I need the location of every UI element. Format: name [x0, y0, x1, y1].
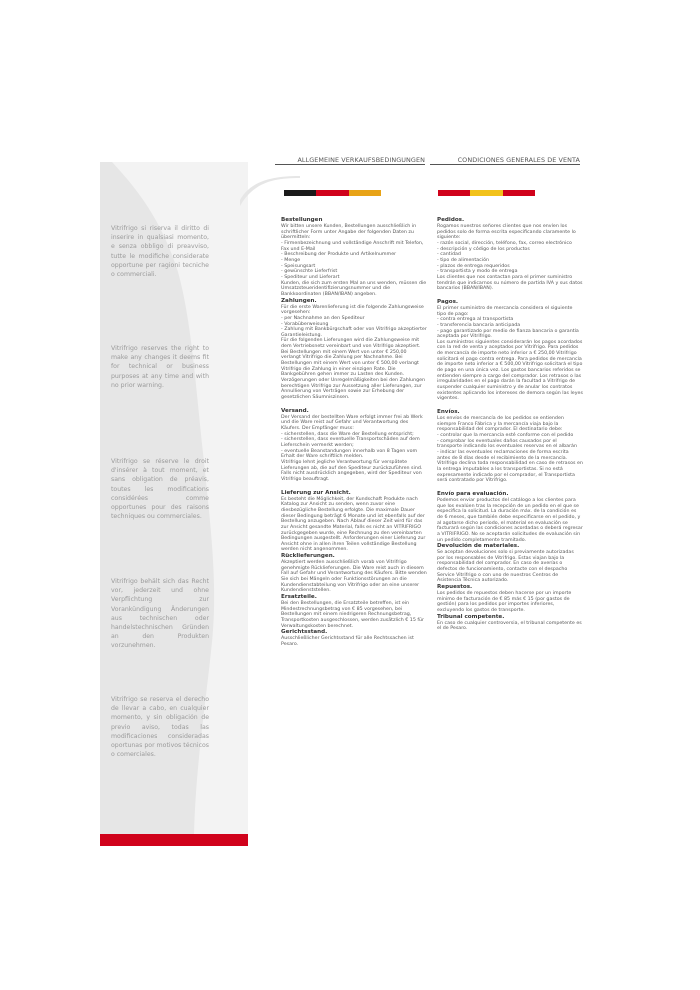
- section-title: Repuestos.: [437, 584, 473, 591]
- list-item: - transportista y modo de entrega: [437, 269, 518, 275]
- section-text: Kunden, die sich zum ersten Mal an uns wenden, müssen die Umsatzsteueridentifizierungsnummer und die Bankkoordinaten (BBAN/IBAN) angeben.: [281, 280, 427, 297]
- header-spanish: CONDICIONES GENERALES DE VENTA: [430, 156, 580, 165]
- section-text: Wir bitten unsere Kunden, Bestellungen ausschließlich in schriftlicher Form unter Angabe der folgenden Daten zu übermitteln:: [281, 224, 417, 241]
- section-text: Los suministros siguientes considerarán los pagos acordados con la red de venta y aceptados por Vitrifrigo. Para pedidos de mercancía de importe neto inferior a € 250,00 Vitrifrigo solicitará el pago contra entrega. Para pedidos de mercancía de importe neto inferior a € 500,00 Vitrifrigo solicitará el tipo de pago en una única vez. Los gastos bancarios referidos se entienden siempre a cargo del comprador. Los retrasos o las irregularidades en el pago darán la facultad a Vitrifrigo de suspender cualquier suministro y de anular los contratos existentes aplicando los intereses de demora según las leyes vigentes.: [437, 339, 583, 402]
- section-title: Zahlungen.: [281, 297, 317, 304]
- list-item: - transferencia bancaria anticipada: [437, 322, 521, 328]
- list-item: - comprobar los eventuales daños causados por el transporte indicando los eventuales reservas en el albarán: [437, 438, 577, 450]
- list-item: - eventuelle Beanstandungen innerhalb von 8 Tagen vom Erhalt der Ware schriftlich melden.: [281, 448, 418, 460]
- section-text: Für die folgenden Lieferungen wird die Zahlungsweise mit dem Vertriebsnetz vereinbart und von Vitrifrigo akzeptiert. Bei Bestellungen mit einem Wert von unter € 250,00 verlangt Vitrifrigo die Zahlung per Nachnahme. Bei Bestellungen mit einem Wert von unter € 500,00 verlangt Vitrifrigo die Zahlung in einer einzigen Rate. Die Bankgebühren gehen immer zu Lasten des Kunden. Verzögerungen oder Unregelmäßigkeiten bei den Zahlungen berechtigen Vitrifrigo zur Aussetzung aller Lieferungen, zur Annullierung von Verträgen sowie zur Erhebung der gesetzlichen Säumniszinsen.: [281, 338, 426, 401]
- list-item: - Speisungsart: [281, 263, 316, 269]
- section-text: Podemos enviar productos del catálogo a los clientes para que los evalúen tras la recepción de un pedido en el que se especifica la solicitud. La duración máx. de la condición es de 6 meses, que también debe especificarse en el pedido, y al agotarse dicho periodo, el material en evaluación se facturará según las condiciones acordadas o deberá regresar a VITRIFRIGO. No se aceptarán solicitudes de evaluación sin un pedido completamente tramitado.: [437, 497, 583, 543]
- sidebar-red-bar: [100, 834, 248, 846]
- list-item: - plazos de entrega requeridos: [437, 263, 510, 269]
- list-item: - indicar las eventuales reclamaciones de forma escrita antes de 8 días desde el recibimiento de la mercancía.: [437, 449, 569, 461]
- list-item: - Vorabüberweisung: [281, 321, 329, 327]
- list-item: - Zahlung mit Bankbürgschaft oder von Vitrifrigo akzeptierter Garantieleistung.: [281, 327, 427, 338]
- section-text: Los clientes que nos contactan para el primer suministro tendrán que indicarnos su número de partida IVA y sus datos bancarios (BBAN/IBAN).: [437, 274, 583, 292]
- list-item: - controlar que la mercancía esté conforme con el pedido: [437, 433, 574, 438]
- german-terms-column: [281, 217, 427, 648]
- flag-red-stripe: [438, 190, 470, 196]
- flag-red-stripe: [316, 190, 348, 196]
- note-english: Vitrifrigo reserves the right to make any changes it deems fit for technical or business purposes at any time and with no prior warning.: [111, 345, 209, 389]
- section-title: Lieferung zur Ansicht.: [281, 489, 351, 496]
- section-text: Rogamos nuestros señores clientes que nos envíen los pedidos solo de forma escrita especificando claramente lo siguiente:: [437, 224, 576, 241]
- spanish-terms-column: [437, 217, 583, 632]
- list-item: - per Nachnahme an den Spediteur: [281, 315, 365, 321]
- section-title: Pedidos.: [437, 217, 465, 223]
- list-item: - pago garantizado por medio de fianza bancaria o garantía aceptada por Vitrifrigo.: [437, 328, 579, 340]
- note-italian: Vitrifrigo si riserva il diritto di inserire in qualsiasi momento, e senza obbligo di preavviso, tutte le modifiche considerate opportune per ragioni tecniche o commerciali.: [111, 225, 209, 279]
- section-text: Es besteht die Möglichkeit, der Kundschaft Produkte nach Katalog zur Ansicht zu senden, wenn zuvor eine diesbezügliche Bestellung erfolgte. Die maximale Dauer dieser Bedingung beträgt 6 Monate und ist ebenfalls auf der Bestellung anzugeben. Nach Ablauf dieser Zeit wird für das zur Ansicht gesandte Material, falls es nicht an VITRIFRIGO zurückgegeben wurde, eine Rechnung zu den vereinbarten Bedingungen ausgestellt. Anforderungen einer Lieferung zur Ansicht ohne in allen ihren Teilen vollständige Bestellung werden nicht angenommen.: [281, 496, 426, 553]
- section-text: Vitrifrigo declina toda responsabilidad en caso de retrasos en la entrega imputables a los transportistas. Si no está expresamente indicado por el comprador, el Transportista será contratado por Vitrifrigo.: [437, 461, 583, 484]
- section-text: En caso de cualquier controversia, el tribunal competente es el de Pesaro.: [437, 620, 582, 632]
- section-text: Los envíos de mercancía de los pedidos se entienden siempre Franco Fábrica y la mercancía viaja bajo la responsabilidad del comprador. El destinatario debe:: [437, 416, 564, 433]
- sidebar-curve: [240, 176, 300, 216]
- section-text: Los pedidos de repuestos deben hacerse por un importe mínimo de facturación de € 85 más € 15 (por gastos de gestión) para los pedidos por importes inferiores, excluyendo los gastos de transporte.: [437, 591, 572, 614]
- note-german: Vitrifrigo behält sich das Recht vor, jederzeit und ohne Verpflichtung zur Vorankündigung Änderungen aus technischen oder handelstechnischen Gründen an den Produkten vorzunehmen.: [111, 578, 209, 650]
- spanish-flag-stripe: [438, 190, 535, 196]
- section-title: Tribunal competente.: [437, 613, 505, 620]
- header-german: ALLGEMEINE VERKAUFSBEDINGUNGEN: [275, 156, 425, 165]
- section-title: Pagos.: [437, 298, 459, 305]
- note-french: Vitrifrigo se réserve le droit d'insérer à tout moment, et sans obligation de préavis, toutes les modifications considérées comme opportunes pour des raisons techniques ou commerciales.: [111, 458, 209, 521]
- list-item: - descripción y código de los productos: [437, 246, 530, 252]
- section-text: Se aceptan devoluciones solo si previamente autorizadas por los responsables de Vitrifrigo. Estas viajan bajo la responsabilidad del comprador. En caso de averías o defectos de funcionamiento, contacte con el despacho Service Vitrifrigo o con uno de nuestros Centros de Asistencia Técnica autorizado.: [437, 550, 574, 584]
- list-item: - razón social, dirección, teléfono, fax, correo electrónico: [437, 240, 572, 246]
- section-text: Der Versand der bestellten Ware erfolgt immer frei ab Werk und die Ware reist auf Gefahr und Verantwortung des Käufers. Der Empfänger muss:: [281, 414, 423, 431]
- section-title: Envíos.: [437, 409, 460, 416]
- section-title: Devolución de materiales.: [437, 543, 520, 550]
- section-text: Bei den Bestellungen, die Ersatzteile betreffen, ist ein Mindestrechnungsbetrag von € 85 vorgesehen, bei Bestellungen mit einem niedrigeren Rechnungsbetrag, Transportkosten ausgeschlossen, werden zusätzlich € 15 für Verwaltungskosten berechnet.: [281, 601, 424, 629]
- flag-red-stripe: [503, 190, 535, 196]
- section-title: Ersatzteile.: [281, 594, 317, 601]
- section-text: Akzeptiert werden ausschließlich vorab von Vitrifrigo genehmigte Rücklieferungen. Die Ware reist auch in diesem Fall auf Gefahr und Verantwortung des Käufers. Bitte wenden Sie sich bei Mängeln oder Funktionsstörungen an die Kundendienstabteilung von Vitrifrigo oder an eine unserer Kundendienststellen.: [281, 560, 427, 594]
- flag-yellow-stripe: [470, 190, 502, 196]
- list-item: - Beschreibung der Produkte und Artikelnummer: [281, 252, 397, 258]
- list-item: - sicherstellen, dass eventuelle Transportschäden auf dem Lieferschein vermerkt werden;: [281, 437, 420, 448]
- german-flag-stripe: [284, 190, 381, 196]
- list-item: - tipo de alimentación: [437, 257, 490, 263]
- list-item: - Spediteur und Lieferart: [281, 274, 340, 280]
- section-title: Gerichtsstand.: [281, 629, 328, 636]
- section-title: Bestellungen: [281, 217, 323, 223]
- list-item: - sicherstellen, dass die Ware der Bestellung entspricht;: [281, 431, 414, 437]
- list-item: - Menge: [281, 257, 301, 263]
- list-item: - Firmenbezeichnung und vollständige Anschrift mit Telefon, Fax und E-Mail: [281, 240, 424, 252]
- section-text: El primer suministro de mercancía considera el siguiente tipo de pago:: [437, 305, 573, 317]
- section-title: Envío para evaluación.: [437, 490, 509, 497]
- flag-black-stripe: [284, 190, 316, 196]
- section-title: Versand.: [281, 407, 309, 414]
- list-item: - cantidad: [437, 252, 461, 258]
- section-title: Rücklieferungen.: [281, 553, 335, 560]
- section-text: Für die erste Warenlieferung ist die folgende Zahlungsweise vorgesehen:: [281, 304, 424, 316]
- list-item: - gewünschte Lieferfrist: [281, 269, 338, 275]
- note-spanish: Vitrifrigo se reserva el derecho de llevar a cabo, en cualquier momento, y sin obligación de previo aviso, todas las modificaciones consideradas oportunas por motivos técnicos o comerciales.: [111, 696, 209, 759]
- list-item: - contra entrega al transportista: [437, 317, 514, 323]
- flag-gold-stripe: [349, 190, 381, 196]
- section-text: Ausschließlicher Gerichtsstand für alle Rechtssachen ist Pesaro.: [281, 636, 414, 647]
- section-text: Vitrifrigo lehnt jegliche Verantwortung für verspätete Lieferungen ab, die auf den Spediteur zurückzuführen sind. Falls nicht ausdrücklich angegeben, wird der Spediteur von Vitrifrigo beauftragt.: [281, 459, 423, 482]
